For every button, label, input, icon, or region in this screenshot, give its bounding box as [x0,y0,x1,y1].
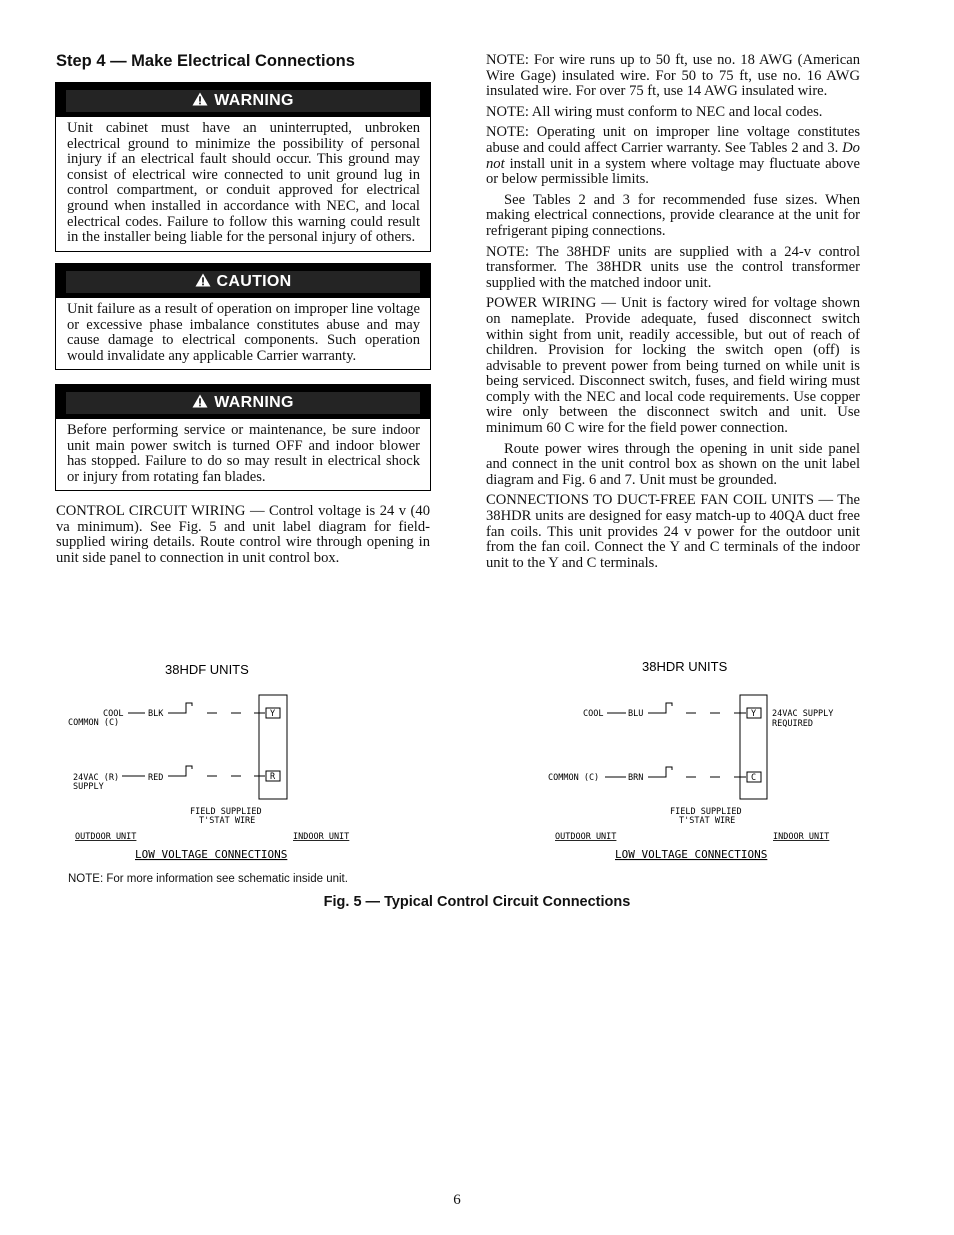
hdf-diagram [68,662,349,861]
hdf-low-voltage-label: LOW VOLTAGE CONNECTIONS [135,848,288,861]
transformer-note: NOTE: The 38HDF units are supplied with a 24-v control transformer. The 38HDR units use the control transformer supplied with the matched indoor unit. [486,243,860,291]
warning-triangle-icon [192,91,208,113]
hdf-blk-label: BLK [148,709,164,719]
control-circuit-diagram [0,640,954,890]
hdr-title: 38HDR UNITS [642,659,728,674]
hdr-required-label: REQUIRED [772,719,813,729]
warning-box-1 [55,82,431,252]
hdr-field-supplied: FIELD SUPPLIED [670,807,742,817]
hdr-outdoor-label: OUTDOOR UNIT [555,832,617,842]
route-power-paragraph: Route power wires through the opening in unit side panel and connect in the unit control box as shown on the unit label diagram and Fig. 6 and 7. Unit must be grounded. [486,440,860,488]
hdf-indoor-label: INDOOR UNIT [293,832,350,842]
hdf-title: 38HDF UNITS [165,662,249,677]
hdf-supply-label: SUPPLY [73,782,104,792]
nec-note: NOTE: All wiring must conform to NEC and local codes. [486,103,823,120]
hdf-row1-connector [180,703,192,713]
hdf-outdoor-label: OUTDOOR UNIT [75,832,137,842]
hdf-cool-label: COOL [103,709,124,719]
hdr-y-label: Y [751,709,757,719]
warning-triangle-icon [192,393,208,415]
hdf-red-label: RED [148,773,164,783]
fuse-paragraph: See Tables 2 and 3 for recommended fuse sizes. When making electrical connections, provide clearance at the unit for refrigerant piping connections. [486,191,860,239]
caution-box [55,263,431,370]
hdr-supply-label: 24VAC SUPPLY [772,709,834,719]
page-number: 6 [453,1192,461,1208]
hdf-24vac-label: 24VAC (R) [73,773,120,783]
figure-note: NOTE: For more information see schematic inside unit. [68,873,348,885]
warning-text: Unit cabinet must have an uninterrupted, unbroken electrical ground to minimize the possibility of personal injury if an electrical fault should occur. This ground may consist of electrical wire connected to unit ground lug in control compartment, or conduit approved for electrical ground when installed in accordance with NEC, and local electrical codes. Failure to follow this warning could result in the installer being liable for the personal injury of others. [67,120,420,246]
hdr-row2-connector [660,767,672,777]
hdf-y-label: Y [270,709,276,719]
control-circuit-paragraph: CONTROL CIRCUIT WIRING — Control voltage is 24 v (40 va minimum). See Fig. 5 and unit label diagram for field-supplied wiring details. Route control wire through opening in unit side panel to connection in unit control box. [56,503,430,566]
caution-label: CAUTION [216,273,292,290]
section-heading: Step 4 — Make Electrical Connections [56,52,355,70]
warning-banner [66,90,420,112]
caution-banner [66,271,420,293]
hdr-tstat-wire: T'STAT WIRE [679,816,736,826]
hdr-blu-label: BLU [628,709,644,719]
hdf-row2-connector [180,766,192,776]
hdr-cool-label: COOL [583,709,604,719]
hdf-r-label: R [270,772,276,782]
figure-caption: Fig. 5 — Typical Control Circuit Connections [323,894,631,910]
hdr-common-label: COMMON (C) [548,773,600,783]
hdf-common-label: COMMON (C) [68,718,120,728]
left-column [56,504,430,571]
hdf-field-supplied: FIELD SUPPLIED [190,807,262,817]
warning-box-2 [55,384,431,491]
hdr-indoor-label: INDOOR UNIT [773,832,830,842]
improper-voltage-note: NOTE: Operating unit on improper line voltage constitutes abuse and could affect Carrier warranty. See Tables 2 and 3. Do not install unit in a system where voltage may fluctuate above or below permissible limits. [486,124,860,188]
duct-free-paragraph: CONNECTIONS TO DUCT-FREE FAN COIL UNITS — The 38HDR units are designed for easy match-up to 40QA duct free fan coils. This unit provides 24 v power for the outdoor unit from the fan coil. Connect the Y and C terminals of the indoor unit to the Y and C terminals. [486,492,860,571]
hdr-brn-label: BRN [628,773,644,783]
warning-label: WARNING [214,92,294,109]
warning-triangle-icon [195,272,211,294]
hdr-c-label: C [751,773,757,783]
warning-banner [66,392,420,414]
wire-gage-note: NOTE: For wire runs up to 50 ft, use no. 18 AWG (American Wire Gage) insulated wire. For 50 to 75 ft, use no. 16 AWG insulated wire. For over 75 ft, use 14 AWG insulated wire. [486,52,860,100]
power-wiring-paragraph: POWER WIRING — Unit is factory wired for voltage shown on nameplate. Provide adequate, fused disconnect switch within sight from unit, readily accessible, but out of reach of children. Provision for locking the switch open (off) is advisable to prevent power from being turned on while unit is being serviced. Disconnect switch, fuses, and field wiring must comply with the NEC and local code requirements. Use copper wire only between the disconnect switch and unit. Use minimum 60 C wire for the field power connection. [486,295,860,437]
hdr-row1-connector [660,703,672,713]
caution-text: Unit failure as a result of operation on improper line voltage or excessive phase imbalance constitutes abuse and may cause damage to electrical components. Such operation would invalidate any applicable Carrier warranty. [67,301,420,364]
hdf-tstat-wire: T'STAT WIRE [199,816,256,826]
warning-text: Before performing service or maintenance, be sure indoor unit main power switch is turned OFF and indoor blower has stopped. Failure to do so may result in electrical shock or injury from rotating fan blades. [67,422,420,485]
right-column [486,53,860,576]
hdr-diagram [548,659,833,861]
warning-label: WARNING [214,394,294,411]
hdr-low-voltage-label: LOW VOLTAGE CONNECTIONS [615,848,768,861]
